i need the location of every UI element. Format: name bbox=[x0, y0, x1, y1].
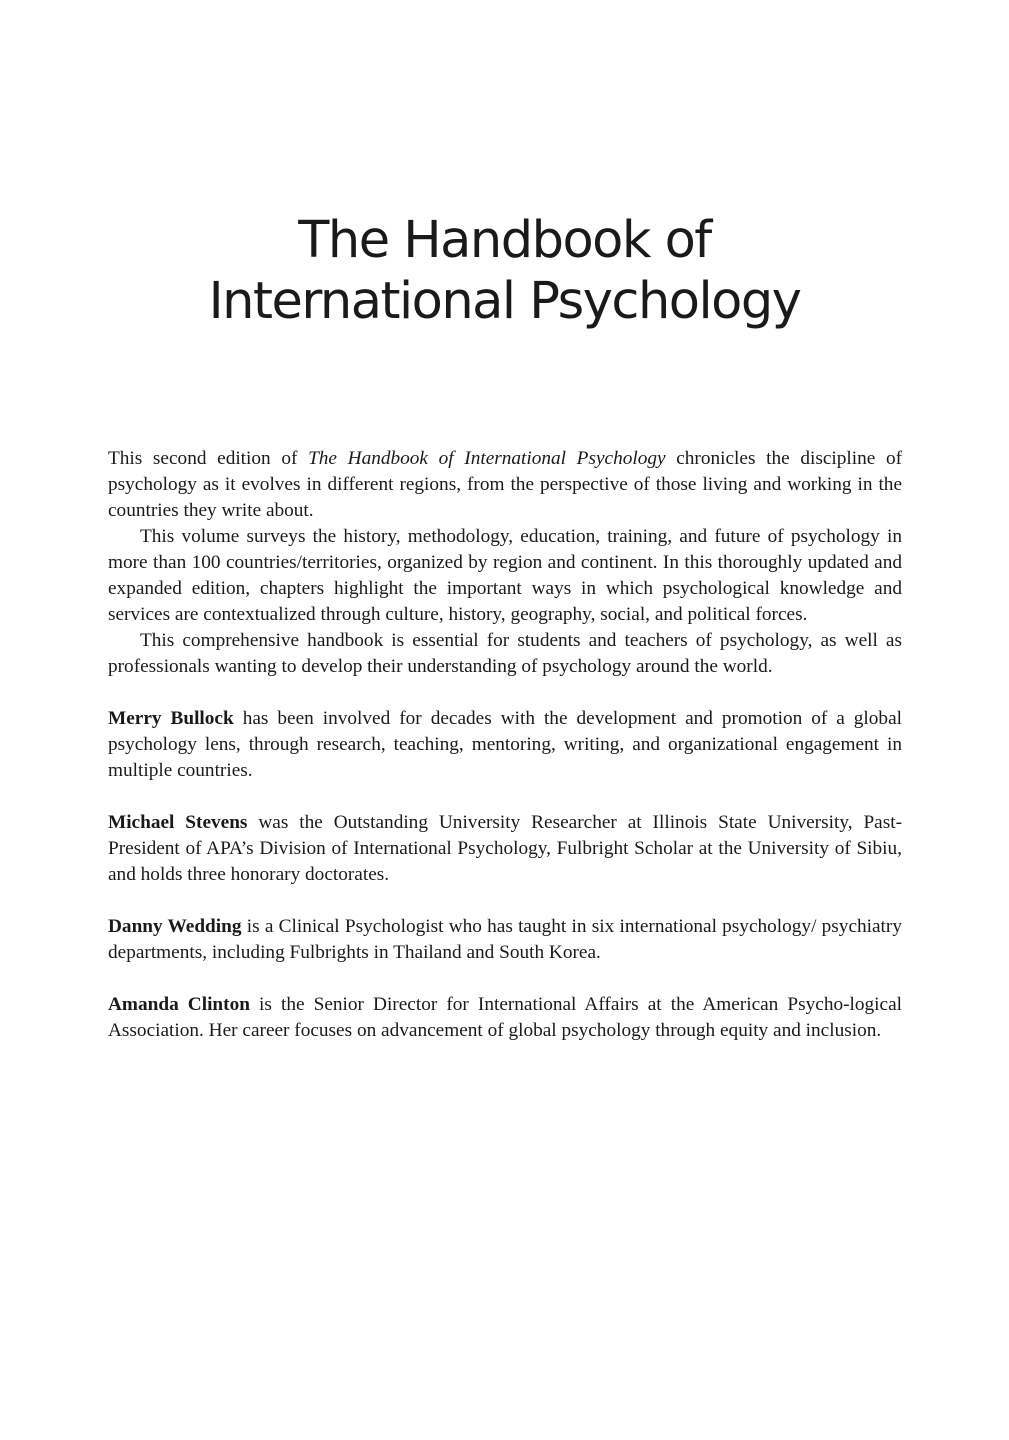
editor-bio-text: has been involved for decades with the development and promotion of a global psychology lens, through research, teaching, mentoring, writing, and organizational engagement in multiple countries. bbox=[108, 708, 902, 781]
editor-name: Danny Wedding bbox=[108, 916, 242, 937]
editor-bio-bullock bbox=[108, 706, 902, 784]
book-title-reference: The Handbook of International Psychology bbox=[308, 448, 666, 469]
book-title bbox=[0, 210, 1009, 332]
editor-name: Michael Stevens bbox=[108, 812, 248, 833]
description-p1-end: chronicles the discipline of psychology as it evolves in different regions, from the perspective of those living and working in the countries they write about. bbox=[108, 448, 903, 521]
book-description bbox=[108, 446, 902, 1044]
editor-bio-text: is the Senior Director for International Affairs at the American Psycho-logical Association. Her career focuses on advancement of global psychology through equity and inclusion. bbox=[108, 994, 903, 1041]
editor-bio-clinton bbox=[108, 992, 902, 1044]
editor-bio-text: is a Clinical Psychologist who has taught in six international psychology/ psychiatry departments, including Fulbrights in Thailand and South Korea. bbox=[108, 916, 902, 963]
description-paragraph-3: This comprehensive handbook is essential for students and teachers of psychology, as well as professionals wanting to develop their understanding of psychology around the world. bbox=[108, 630, 902, 677]
editor-name: Merry Bullock bbox=[108, 708, 234, 729]
book-title-line-1: The Handbook of bbox=[298, 211, 711, 270]
description-p1-start: This second edition of bbox=[108, 448, 309, 469]
description-paragraph-2: This volume surveys the history, methodology, education, training, and future of psychology in more than 100 countries/territories, organized by region and continent. In this thoroughly updated and expanded edition, chapters highlight the important ways in which psychological knowledge and services are contextualized through culture, history, geography, social, and political forces. bbox=[108, 526, 902, 625]
editor-bio-wedding bbox=[108, 914, 902, 966]
editor-bio-text: was the Outstanding University Researcher at Illinois State University, Past-President of APA’s Division of International Psychology, Fulbright Scholar at the University of Sibiu, and holds three honorary doctorates. bbox=[108, 812, 903, 885]
book-title-line-2: International Psychology bbox=[208, 272, 801, 331]
description-paragraph-1 bbox=[108, 446, 902, 524]
editor-name: Amanda Clinton bbox=[108, 994, 250, 1015]
editor-bio-stevens bbox=[108, 810, 902, 888]
